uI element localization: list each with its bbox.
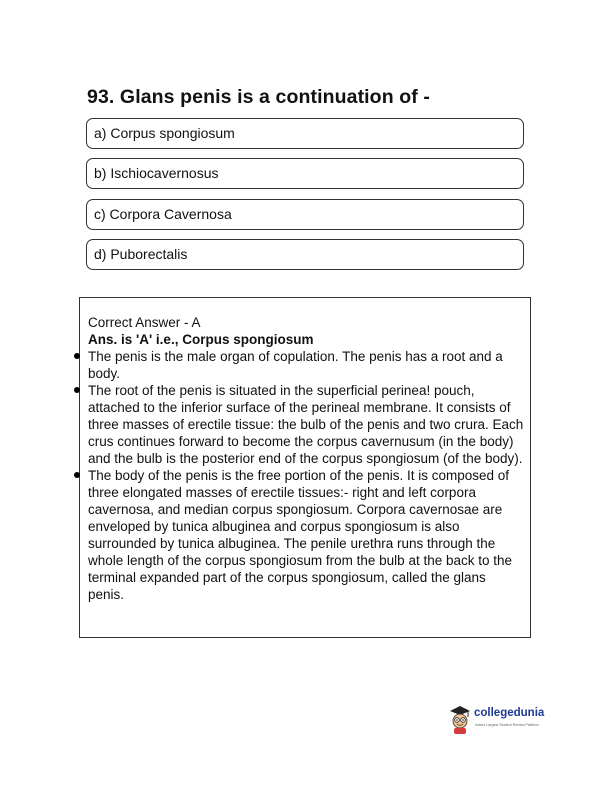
bullet-text: The penis is the male organ of copulation. The penis has a root and a body. — [88, 349, 503, 381]
option-a[interactable]: a) Corpus spongiosum — [86, 118, 524, 149]
question-title: 93. Glans penis is a continuation of - — [87, 86, 430, 108]
bullet-icon — [74, 387, 80, 393]
brand-name: collegedunia — [474, 707, 545, 719]
collegedunia-logo — [448, 704, 544, 734]
bullet-text: The root of the penis is situated in the superficial perinea! pouch, attached to the inferior surface of the perineal membrane. It consists of three masses of erectile tissue: the bulb of the penis and two crura. Each crus continues forward to become the corpus cavernusum (in the body) and the bulb is the posterior end of the corpus spongiosum (of the body). — [88, 383, 524, 466]
brand-tagline: India's Largest Student Review Platform — [475, 723, 539, 727]
option-c[interactable]: c) Corpora Cavernosa — [86, 199, 524, 230]
explanation-bullet — [88, 348, 524, 382]
answer-explanation-box — [79, 297, 531, 638]
answer-heading: Ans. is 'A' i.e., Corpus spongiosum — [88, 332, 314, 347]
explanation-bullet — [88, 382, 524, 467]
bullet-text: The body of the penis is the free portion of the penis. It is composed of three elongated masses of erectile tissues:- right and left corpora cavernosa, and median corpus spongiosum. Corpora cavernosae are enveloped by tunica albuginea and corpus spongiosum is also surrounded by tunica albuginea. The penile urethra runs through the whole length of the corpus spongiosum from the bulb at the back to the terminal expanded part of the corpus spongiosum, called the glans penis. — [88, 468, 513, 602]
option-d[interactable]: d) Puborectalis — [86, 239, 524, 270]
answer-content — [88, 314, 524, 603]
bullet-icon — [74, 353, 80, 359]
correct-answer-label: Correct Answer - A — [88, 315, 201, 330]
bullet-icon — [74, 472, 80, 478]
mascot-icon — [448, 704, 472, 734]
explanation-bullet — [88, 467, 524, 603]
option-b[interactable]: b) Ischiocavernosus — [86, 158, 524, 189]
